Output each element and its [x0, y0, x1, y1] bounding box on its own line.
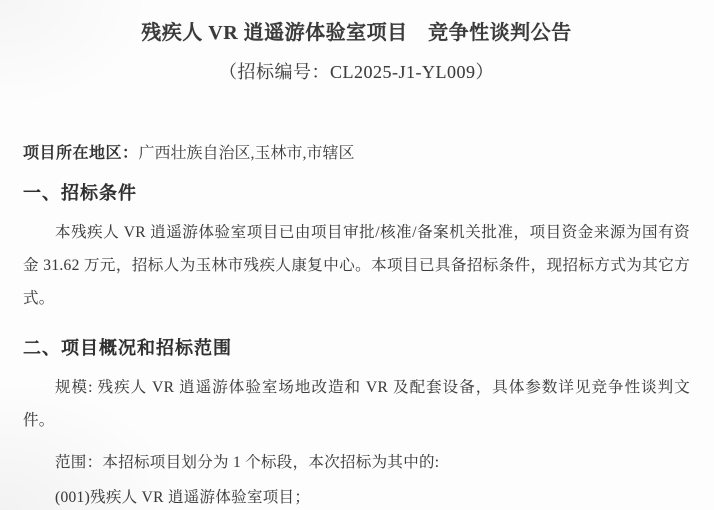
section-heading-tender-conditions: 一、招标条件 — [23, 183, 137, 203]
tender-scope-paragraph: 范围：本招标项目划分为 1 个标段，本次招标为其中的: — [55, 454, 440, 471]
project-scale-paragraph: 规模: 残疾人 VR 逍遥游体验室场地改造和 VR 及配套设备，具体参数详见竞争性谈判文件。 — [23, 379, 690, 429]
tender-number: （招标编号：CL2025-J1-YL009） — [219, 62, 494, 82]
project-location-label: 项目所在地区： — [23, 145, 139, 162]
project-location-line — [23, 144, 690, 164]
document-title: 残疾人 VR 逍遥游体验室项目 竞争性谈判公告 — [141, 22, 572, 44]
tender-conditions-paragraph: 本残疾人 VR 逍遥游体验室项目已由项目审批/核准/备案机关批准，项目资金来源为国有资金 31.62 万元，招标人为玉林市残疾人康复中心。本项目已具备招标条件，现招标方式为其它方式。 — [23, 224, 690, 307]
lot-item-paragraph: (001)残疾人 VR 逍遥游体验室项目； — [55, 489, 311, 506]
project-location-value: 广西壮族自治区,玉林市,市辖区 — [138, 145, 355, 162]
section-heading-project-overview: 二、项目概况和招标范围 — [23, 338, 232, 358]
